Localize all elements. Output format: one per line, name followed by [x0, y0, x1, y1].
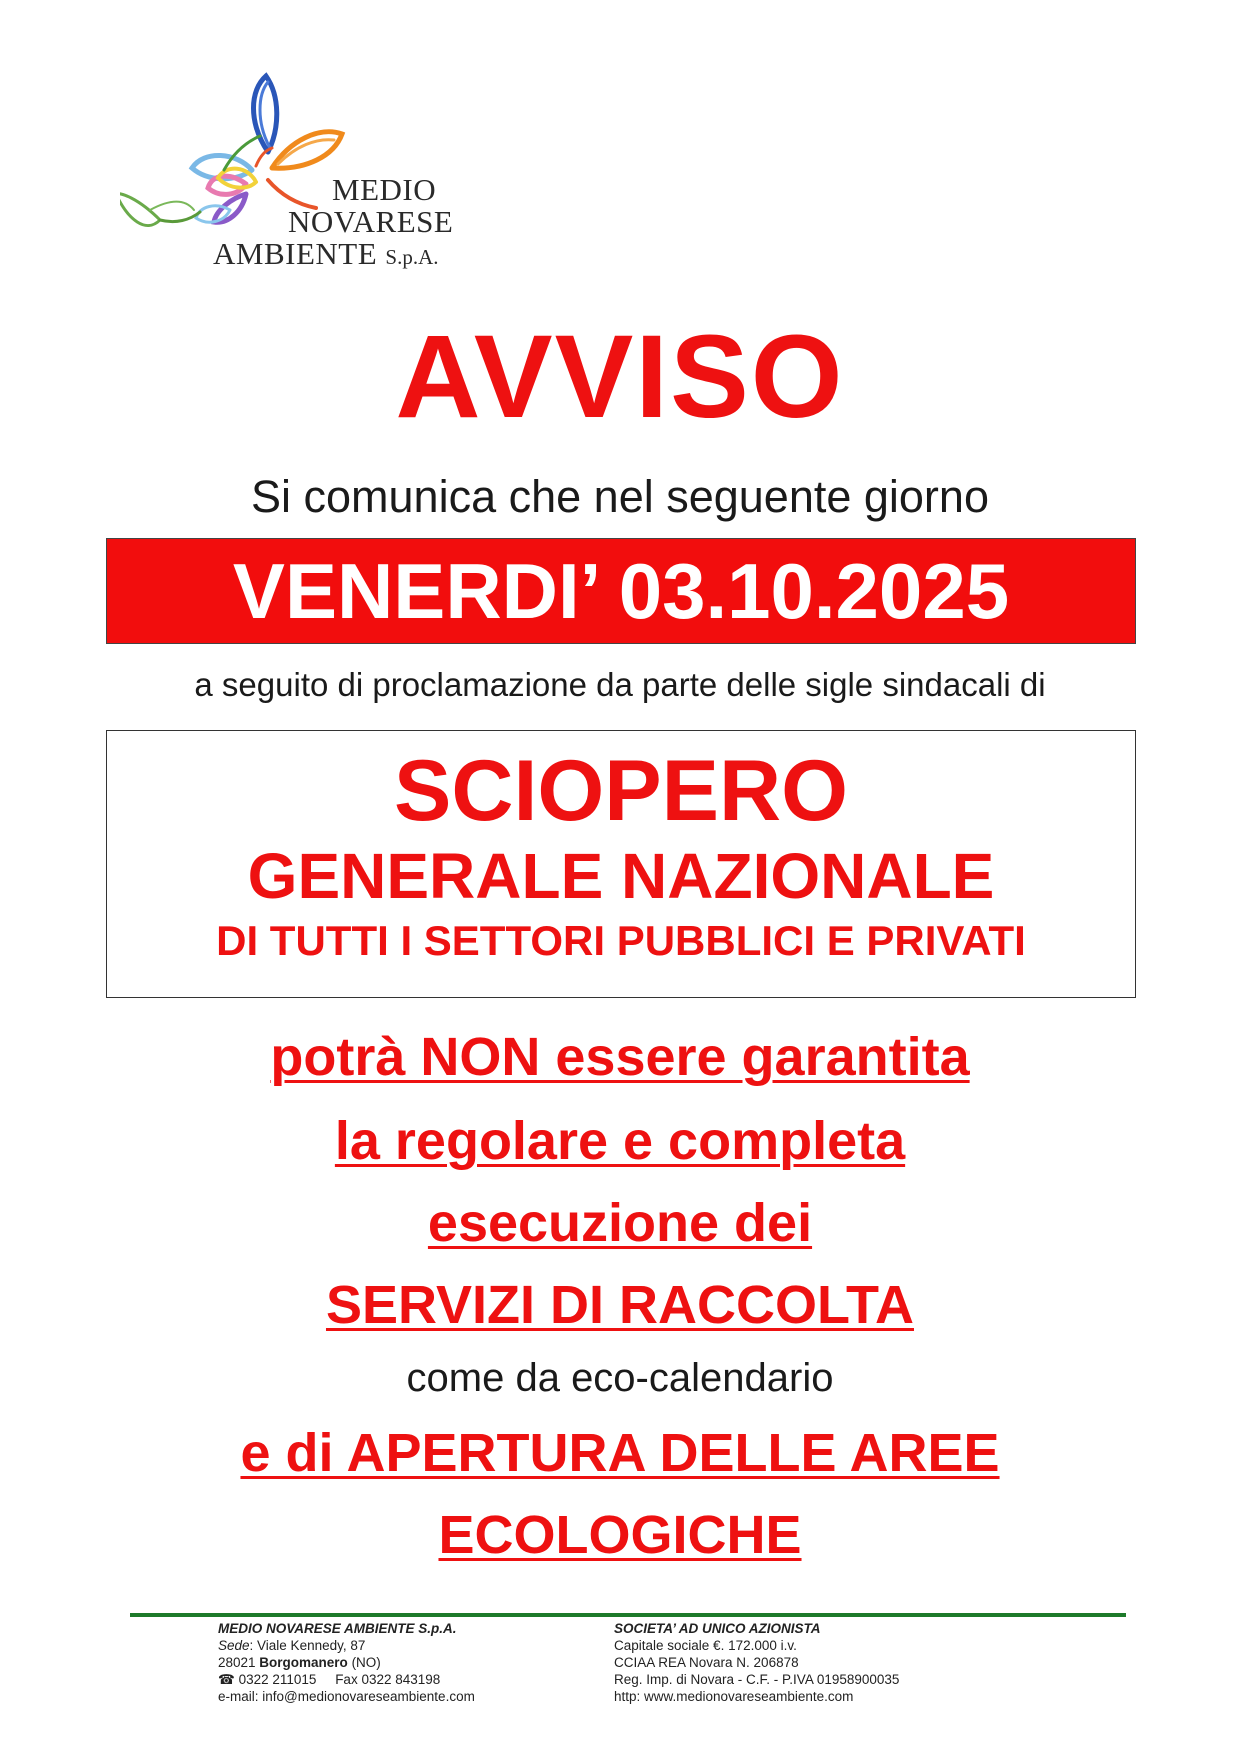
- strike-box: [106, 730, 1136, 998]
- body-line: potrà NON essere garantita: [270, 1027, 970, 1087]
- company-logo: [120, 70, 460, 300]
- strike-date: VENERDI’ 03.10.2025: [232, 547, 1010, 635]
- strike-subtitle: GENERALE NAZIONALE: [247, 840, 995, 912]
- notice-title: AVVISO: [395, 311, 845, 443]
- date-banner: [106, 538, 1136, 644]
- phone-icon: ☎: [218, 1672, 235, 1687]
- footer-sole-shareholder: SOCIETA’ AD UNICO AZIONISTA: [614, 1621, 821, 1636]
- footer-rea: CCIAA REA Novara N. 206878: [614, 1655, 799, 1670]
- footer-divider: [130, 1613, 1126, 1617]
- strike-scope: DI TUTTI I SETTORI PUBBLICI E PRIVATI: [216, 917, 1026, 964]
- body-line-services: SERVIZI DI RACCOLTA: [325, 1275, 914, 1335]
- closing-line: e di APERTURA DELLE AREE: [240, 1423, 1000, 1483]
- body-line: la regolare e completa: [334, 1111, 906, 1171]
- footer-address: Sede: Viale Kennedy, 87: [218, 1638, 366, 1653]
- footer-left: [218, 1620, 475, 1705]
- notice-intro: Si comunica che nel seguente giorno: [251, 471, 989, 522]
- footer-city: 28021 Borgomanero (NO): [218, 1655, 381, 1670]
- body-line: esecuzione dei: [427, 1193, 813, 1253]
- footer-phone: ☎ 0322 211015 Fax 0322 843198: [218, 1672, 441, 1687]
- eco-calendar-line: come da eco-calendario: [406, 1356, 834, 1400]
- footer-website: http: www.medionovareseambiente.com: [614, 1689, 854, 1704]
- logo-text-novarese: NOVARESE: [288, 204, 454, 239]
- logo-text-ambiente: AMBIENTE S.p.A.: [213, 236, 439, 271]
- closing-line: ECOLOGICHE: [438, 1505, 802, 1565]
- footer-company: MEDIO NOVARESE AMBIENTE S.p.A.: [218, 1621, 457, 1636]
- logo-text-medio: MEDIO: [332, 172, 437, 207]
- footer-right: [614, 1620, 899, 1705]
- footer-email: e-mail: info@medionovareseambiente.com: [218, 1689, 475, 1704]
- notice-context: a seguito di proclamazione da parte delle sigle sindacali di: [194, 666, 1046, 703]
- footer-registration: Reg. Imp. di Novara - C.F. - P.IVA 01958900035: [614, 1672, 900, 1687]
- footer-capital: Capitale sociale €. 172.000 i.v.: [614, 1638, 797, 1653]
- strike-title: SCIOPERO: [394, 743, 848, 839]
